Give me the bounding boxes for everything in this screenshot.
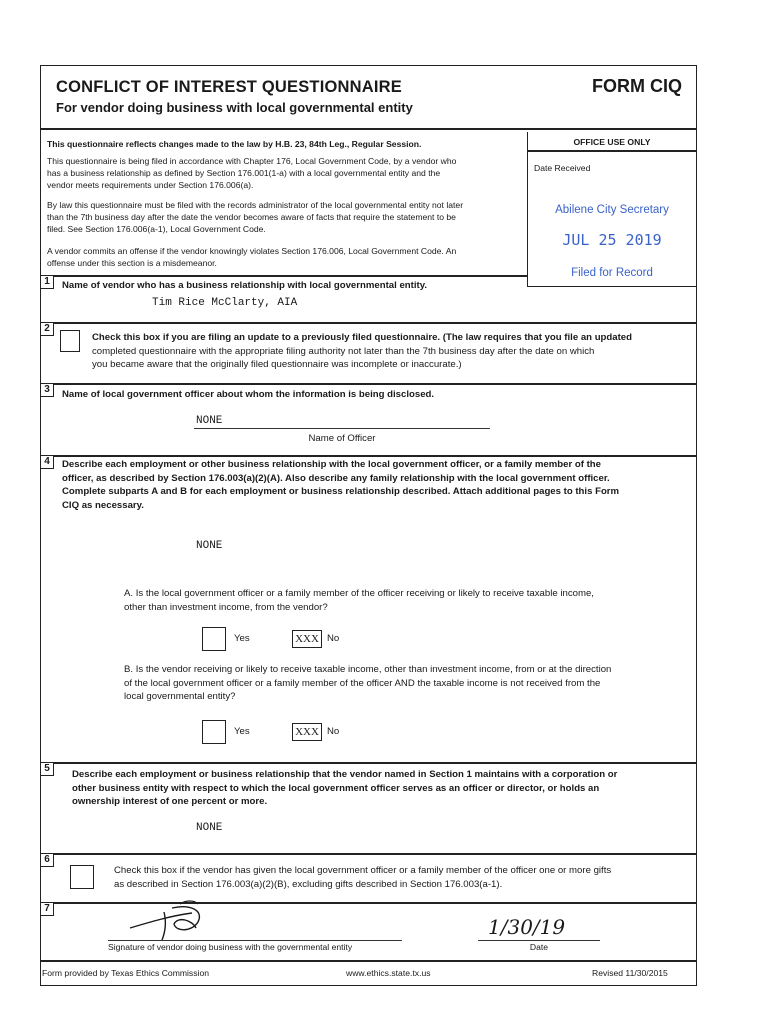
officer-name-underline — [194, 428, 490, 429]
section-number-4: 4 — [40, 455, 54, 469]
question-b: B. Is the vendor receiving or likely to receive taxable income, other than investment income, from or at the direction of the local government officer or a family member of the officer AND the taxable income is not received from the local governmental entity? — [124, 664, 612, 702]
footer-divider — [40, 960, 697, 962]
form-id: FORM CIQ — [592, 76, 682, 96]
date-label: Date — [529, 942, 549, 952]
relationship-description-field[interactable]: NONE — [196, 540, 223, 552]
question-a-no-checkbox[interactable]: XXX — [292, 630, 322, 648]
form-subtitle: For vendor doing business with local governmental entity — [56, 100, 413, 115]
office-use-divider — [527, 150, 697, 152]
footer-website[interactable]: www.ethics.state.tx.us — [346, 968, 431, 978]
section-number-6: 6 — [40, 853, 54, 867]
section-1-divider — [40, 275, 527, 277]
signature-label: Signature of vendor doing business with the governmental entity — [108, 942, 353, 952]
business-entity-field[interactable]: NONE — [196, 822, 223, 834]
intro-lead: This questionnaire reflects changes made to the law by H.B. 23, 84th Leg., Regular Session. — [47, 139, 422, 149]
section-1-label: Name of vendor who has a business relationship with local governmental entity. — [62, 280, 427, 291]
update-checkbox[interactable] — [60, 330, 80, 352]
section-number-7: 7 — [40, 902, 54, 916]
question-a-yes-checkbox[interactable] — [202, 627, 226, 651]
question-a-no-label: No — [327, 633, 340, 644]
officer-name-field[interactable]: NONE — [196, 415, 223, 427]
date-received-label: Date Received — [534, 163, 591, 173]
section-number-2: 2 — [40, 322, 54, 336]
vendor-name-field[interactable]: Tim Rice McClarty, AIA — [152, 297, 298, 309]
stamp-filed-for-record: Filed for Record — [571, 267, 653, 279]
question-b-no-checkbox[interactable]: XXX — [292, 723, 322, 741]
section-6-divider — [40, 853, 697, 855]
section-5-instructions: Describe each employment or business relationship that the vendor named in Section 1 maintains with a corporation or other business entity with respect to which the local government officer serves as an officer or director, or holds an ownership interest of one percent or more. — [72, 769, 618, 807]
office-use-heading: OFFICE USE ONLY — [573, 137, 651, 147]
section-number-5: 5 — [40, 762, 54, 776]
signature-underline — [108, 940, 402, 941]
section-5-divider — [40, 762, 697, 764]
section-number-3: 3 — [40, 383, 54, 397]
question-a: A. Is the local government officer or a family member of the officer receiving or likely to receive taxable income, other than investment income, from the vendor? — [124, 588, 594, 613]
question-a-yes-label: Yes — [234, 633, 250, 644]
intro-paragraph-3: A vendor commits an offense if the vendor knowingly violates Section 176.006, Local Government Code. An offense under this section is a misdemeanor. — [47, 246, 457, 268]
form-title: CONFLICT OF INTEREST QUESTIONNAIRE — [56, 78, 402, 96]
section-3-label: Name of local government officer about whom the information is being disclosed. — [62, 389, 435, 400]
intro-paragraph-1: This questionnaire is being filed in accordance with Chapter 176, Local Government Code, by a vendor who has a business relationship as defined by Section 176.001(1-a) with a local governmental entity and the vendor meets requirements under Section 176.006(a). — [47, 156, 457, 190]
officer-name-caption: Name of Officer — [308, 433, 376, 444]
section-2-divider — [40, 322, 697, 324]
section-4-instructions: Describe each employment or other business relationship with the local government officer, or a family member of the officer, as described by Section 176.003(a)(2)(A). Also describe any family relationship with the local government officer. Complete subparts A and B for each employment or business relationship described. Attach additional pages to this Form CIQ as necessary. — [62, 459, 620, 511]
footer-revision: Revised 11/30/2015 — [592, 968, 668, 978]
section-number-1: 1 — [40, 275, 54, 289]
stamp-office-name: Abilene City Secretary — [555, 204, 669, 216]
section-2-text: Check this box if you are filing an update to a previously filed questionnaire. (The law requires that you file an updated completed questionnaire with the appropriate filing authority not later than the 7th business day after the date on which you became aware that the originally filed questionnaire was incomplete or inaccurate.) — [92, 332, 633, 370]
date-underline — [478, 940, 600, 941]
signature-date-field[interactable]: 1/30/19 — [488, 915, 566, 939]
stamp-date: JUL 25 2019 — [562, 231, 662, 249]
question-b-yes-checkbox[interactable] — [202, 720, 226, 744]
question-b-yes-label: Yes — [234, 726, 250, 737]
header-divider — [40, 128, 697, 130]
vendor-signature — [120, 898, 320, 946]
intro-paragraph-2: By law this questionnaire must be filed with the records administrator of the local governmental entity not later than the 7th business day after the date the vendor becomes aware of facts that require the statement to be filed. See Section 176.006(a-1), Local Government Code. — [47, 200, 464, 234]
gifts-checkbox[interactable] — [70, 865, 94, 889]
section-4-divider — [40, 455, 697, 457]
question-b-no-label: No — [327, 726, 340, 737]
section-6-text: Check this box if the vendor has given the local government officer or a family member of the officer one or more gifts as described in Section 176.003(a)(2)(B), excluding gifts described in Section 176.003(a-1). — [114, 865, 612, 890]
section-3-divider — [40, 383, 697, 385]
footer-provider: Form provided by Texas Ethics Commission — [42, 968, 209, 978]
